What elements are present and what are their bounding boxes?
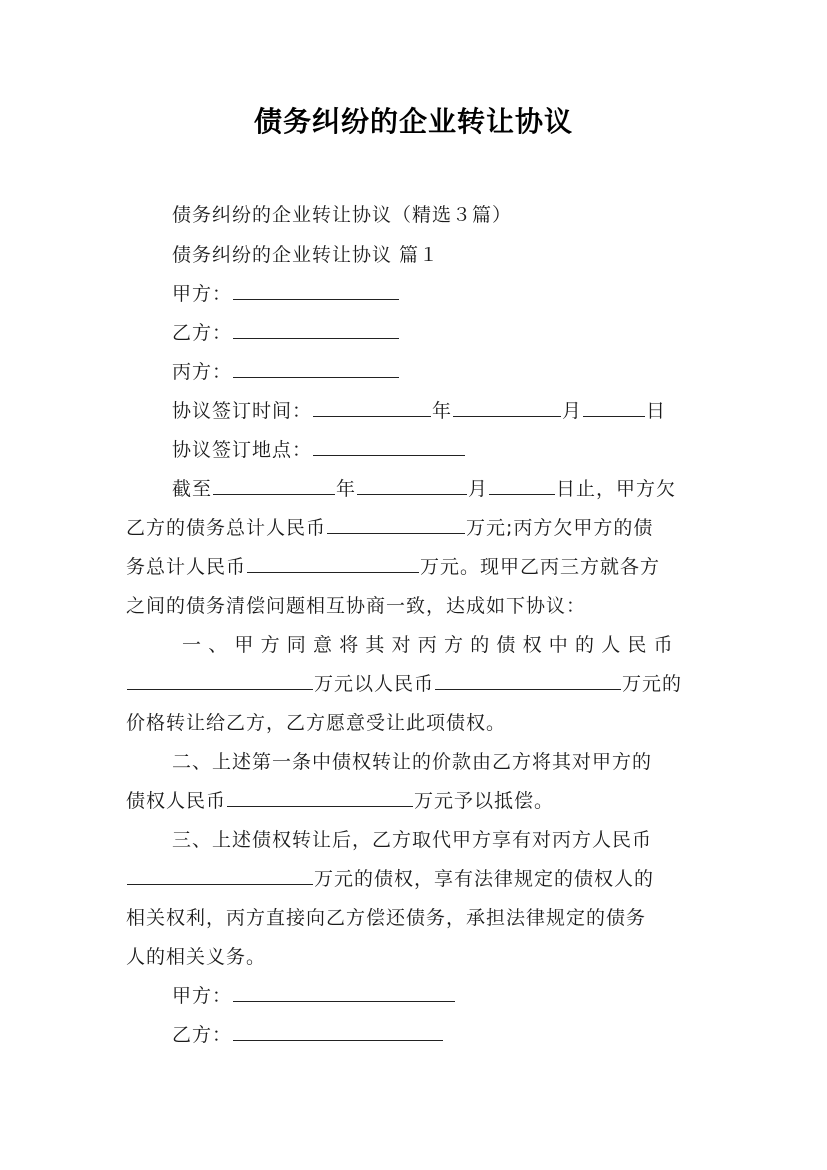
sign-place-line xyxy=(172,435,466,462)
sign-time-label: 协议签订时间： xyxy=(172,400,313,422)
footer-party-b-line xyxy=(172,1020,444,1047)
party-c-blank xyxy=(233,359,399,378)
para1-text: 万元。现甲乙丙三方就各方 xyxy=(420,556,661,578)
sign-place-blank xyxy=(313,437,465,456)
footer-party-a-line xyxy=(172,981,456,1008)
party-a-line xyxy=(172,279,400,306)
day-blank xyxy=(583,398,645,417)
clause3-line2 xyxy=(126,864,654,891)
footer-party-a-label: 甲方： xyxy=(172,985,233,1007)
month-char: 月 xyxy=(562,400,583,422)
para1-text: 年 xyxy=(336,478,357,500)
document-title: 债务纠纷的企业转让协议 xyxy=(253,105,573,138)
section-heading: 债务纠纷的企业转让协议 篇１ xyxy=(172,244,440,266)
para1-month-blank xyxy=(357,476,467,495)
clause2-line2 xyxy=(126,786,554,813)
para1-line3 xyxy=(126,552,660,579)
para1-day-blank xyxy=(489,476,555,495)
party-a-blank xyxy=(233,281,399,300)
party-c-label: 丙方： xyxy=(172,361,233,383)
day-char: 日 xyxy=(646,400,667,422)
clause3-line4: 人的相关义务。 xyxy=(126,946,267,968)
party-b-label: 乙方： xyxy=(172,322,233,344)
sign-place-label: 协议签订地点： xyxy=(172,439,313,461)
clause1-amount1-blank xyxy=(127,671,313,690)
clause3-text: 万元的债权，享有法律规定的债权人的 xyxy=(314,868,655,890)
month-blank xyxy=(453,398,561,417)
year-char: 年 xyxy=(432,400,453,422)
para1-year-blank xyxy=(213,476,335,495)
clause2-line1: 二、上述第一条中债权转让的价款由乙方将其对甲方的 xyxy=(172,751,653,773)
clause1-text: 万元以人民币 xyxy=(314,673,435,695)
footer-party-a-blank xyxy=(233,983,455,1002)
clause2-amount-blank xyxy=(227,788,413,807)
para1-line2 xyxy=(126,513,653,540)
party-b-blank xyxy=(233,320,399,339)
party-c-line xyxy=(172,357,400,384)
sign-time-line xyxy=(172,396,666,423)
clause2-text: 债权人民币 xyxy=(126,790,227,812)
clause3-line1: 三、上述债权转让后，乙方取代甲方享有对丙方人民币 xyxy=(172,829,653,851)
clause3-line3: 相关权利，丙方直接向乙方偿还债务，承担法律规定的债务 xyxy=(126,907,647,929)
clause1-line3: 价格转让给乙方，乙方愿意受让此项债权。 xyxy=(126,712,507,734)
clause1-amount2-blank xyxy=(435,671,621,690)
para1-amount2-blank xyxy=(247,554,419,573)
para1-line4: 之间的债务清偿问题相互协商一致，达成如下协议： xyxy=(126,595,587,617)
para1-text: 截至 xyxy=(172,478,213,500)
clause1-line2 xyxy=(126,669,682,696)
para1-text: 乙方的债务总计人民币 xyxy=(126,517,327,539)
para1-text: 务总计人民币 xyxy=(126,556,247,578)
footer-party-b-blank xyxy=(233,1022,443,1041)
clause3-amount-blank xyxy=(127,866,313,885)
footer-party-b-label: 乙方： xyxy=(172,1024,233,1046)
clause2-text: 万元予以抵偿。 xyxy=(414,790,555,812)
intro-line: 债务纠纷的企业转让协议（精选３篇） xyxy=(172,204,513,226)
para1-line1 xyxy=(172,474,676,501)
year-blank xyxy=(313,398,431,417)
clause1-text: 万元的 xyxy=(622,673,683,695)
para1-amount1-blank xyxy=(327,515,465,534)
party-b-line xyxy=(172,318,400,345)
para1-text: 万元;丙方欠甲方的债 xyxy=(466,517,654,539)
clause1-line1: 一、甲方同意将其对丙方的债权中的人民币 xyxy=(182,634,680,656)
para1-text: 月 xyxy=(468,478,489,500)
para1-text: 日止，甲方欠 xyxy=(556,478,677,500)
party-a-label: 甲方： xyxy=(172,283,233,305)
